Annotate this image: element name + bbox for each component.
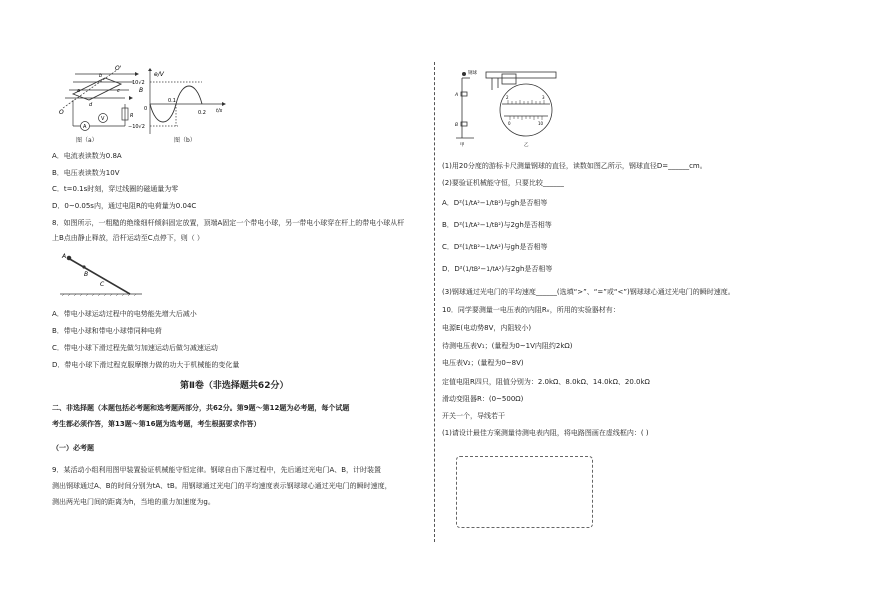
q8-option-c: C．带电小球下滑过程先做匀加速运动后做匀减速运动 <box>52 344 218 352</box>
fig-b-caption: 图（b） <box>174 137 196 144</box>
part2-title: 第Ⅱ卷（非选择题共62分） <box>180 381 289 391</box>
q7-option-a: A．电流表读数为0.8A <box>52 152 122 160</box>
fig8-label-a: A <box>62 253 67 260</box>
fig-a-label-b: b <box>99 73 103 79</box>
fig8-label-c: C <box>100 281 105 288</box>
vernier-label-10: 10 <box>538 121 544 126</box>
q9-option-d: D．D²(1/tB²−1/tA²)与2gh是否相等 <box>442 265 553 273</box>
part2-intro-line2: 考生都必须作答，第13题～第16题为选考题，考生根据要求作答） <box>52 420 261 428</box>
circuit-drawing-box[interactable] <box>456 456 593 528</box>
vernier-label-0: 0 <box>508 121 511 126</box>
column-divider <box>434 62 435 542</box>
figure-9-apparatus <box>452 64 572 149</box>
scale-label-2: 2 <box>506 95 509 100</box>
fig9-label-steel-ball: 钢球 <box>468 71 477 76</box>
scale-label-3: 3 <box>542 95 545 100</box>
ammeter-symbol: A <box>83 124 87 130</box>
q9-sub2: (2)要验证机械能守恒，只要比较______ <box>442 179 564 187</box>
part2-intro-line1: 二、非选择题（本题包括必考题和选考题两部分，共62分。第9题～第12题为必考题，每个试题 <box>52 404 350 412</box>
q8-option-d: D．带电小球下滑过程克服摩擦力做的功大于机械能的变化量 <box>52 361 240 369</box>
q7-option-b: B．电压表读数为10V <box>52 169 120 177</box>
q7-option-d: D．0~0.05s内，通过电阻R的电荷量为0.04C <box>52 202 197 210</box>
q9-stem-line3: 测出两光电门间的距离为h，当地的重力加速度为g。 <box>52 498 215 506</box>
q10-item-fixed-resistors: 定值电阻R四只，阻值分别为：2.0kΩ、8.0kΩ、14.0kΩ、20.0kΩ <box>442 378 650 386</box>
q10-item-rheostat: 滑动变阻器R：(0~500Ω) <box>442 395 524 403</box>
q9-sub3: (3)钢球通过光电门的平均速度______(选填“>”、“=”或“<”)钢球球心通过光电门的瞬时速度。 <box>442 288 735 296</box>
fig-a-label-d: d <box>89 102 93 108</box>
q10-sub1: (1)请设计最佳方案测量待测电表内阻，将电路图画在虚线框内：( ) <box>442 429 649 437</box>
q7-option-c: C．t=0.1s时刻，穿过线圈的磁通量为零 <box>52 185 179 193</box>
resistor-symbol: R <box>130 113 134 119</box>
graph-y-tick-top: 10√2 <box>132 80 145 86</box>
q10-intro: 10．同学要测量一电压表的内阻Rᵥ，所用的实验器材有： <box>442 306 620 314</box>
q8-stem-line1: 8．如图所示，一粗糙的绝缘细杆倾斜固定放置，顶端A固定一个带电小球，另一带电小球穿在杆上的带电小球从杆 <box>52 219 405 227</box>
graph-x-tick-2: 0.2 <box>198 110 206 116</box>
q9-stem-line1: 9．某活动小组利用图甲装置验证机械能守恒定律。钢球自由下落过程中，先后通过光电门A、B，计时装置 <box>52 466 382 474</box>
fig9-label-gate-a: A <box>455 93 459 98</box>
q10-item-power-source: 电源E(电动势8V，内阻较小) <box>442 324 532 332</box>
graph-y-tick-bottom: −10√2 <box>128 124 145 130</box>
fig8-label-b: B <box>84 271 89 278</box>
graph-y-label: e/V <box>154 71 164 78</box>
graph-x-tick-1: 0.1 <box>168 98 176 104</box>
figure-a-coil-diagram <box>55 64 148 144</box>
graph-origin: 0 <box>144 106 148 112</box>
q9-sub1: (1)用20分度的游标卡尺测量钢球的直径，读数如图乙所示，钢球直径D=______cm。 <box>442 162 707 170</box>
fig-a-caption: 图（a） <box>76 137 98 144</box>
fig-a-label-field-b: B <box>139 87 144 94</box>
q10-item-voltmeter-v2: 电压表V₂；(量程为0~8V) <box>442 359 524 367</box>
figure-b-sine-graph <box>128 68 228 138</box>
fig-a-label-c: c <box>117 88 120 94</box>
fig-a-label-o-prime: O' <box>115 65 122 72</box>
q8-stem-line2: 上B点由静止释放，沿杆运动至C点停下，则（ ） <box>52 234 204 242</box>
fig-a-label-o: O <box>59 109 64 116</box>
required-questions-label: （一）必考题 <box>52 444 94 452</box>
q8-option-a: A．带电小球运动过程中的电势能先增大后减小 <box>52 310 197 318</box>
q10-item-switch-wires: 开关一个，导线若干 <box>442 412 505 420</box>
q8-option-b: B．带电小球和带电小球带同种电荷 <box>52 327 162 335</box>
fig-a-label-a: a <box>77 88 81 94</box>
voltmeter-symbol: V <box>101 116 105 122</box>
fig9-label-yi: 乙 <box>524 143 529 148</box>
fig9-label-gate-b: B <box>455 123 459 128</box>
q9-option-a: A．D²(1/tA²−1/tB²)与gh是否相等 <box>442 199 548 207</box>
fig9-label-jia: 甲 <box>460 143 465 148</box>
q9-option-b: B．D²(1/tA²−1/tB²)与2gh是否相等 <box>442 221 552 229</box>
figure-8-inclined-rod <box>58 250 148 300</box>
q10-item-voltmeter-v1: 待测电压表V₁；(量程为0~1V内阻约2kΩ) <box>442 342 573 350</box>
q9-option-c: C．D²(1/tB²−1/tA²)与gh是否相等 <box>442 243 548 251</box>
graph-x-label: t/s <box>216 108 223 114</box>
q9-stem-line2: 测出钢球通过A、B的时间分别为tA、tB。用钢球通过光电门的平均速度表示钢球球心通过光电门的瞬时速度， <box>52 482 392 490</box>
